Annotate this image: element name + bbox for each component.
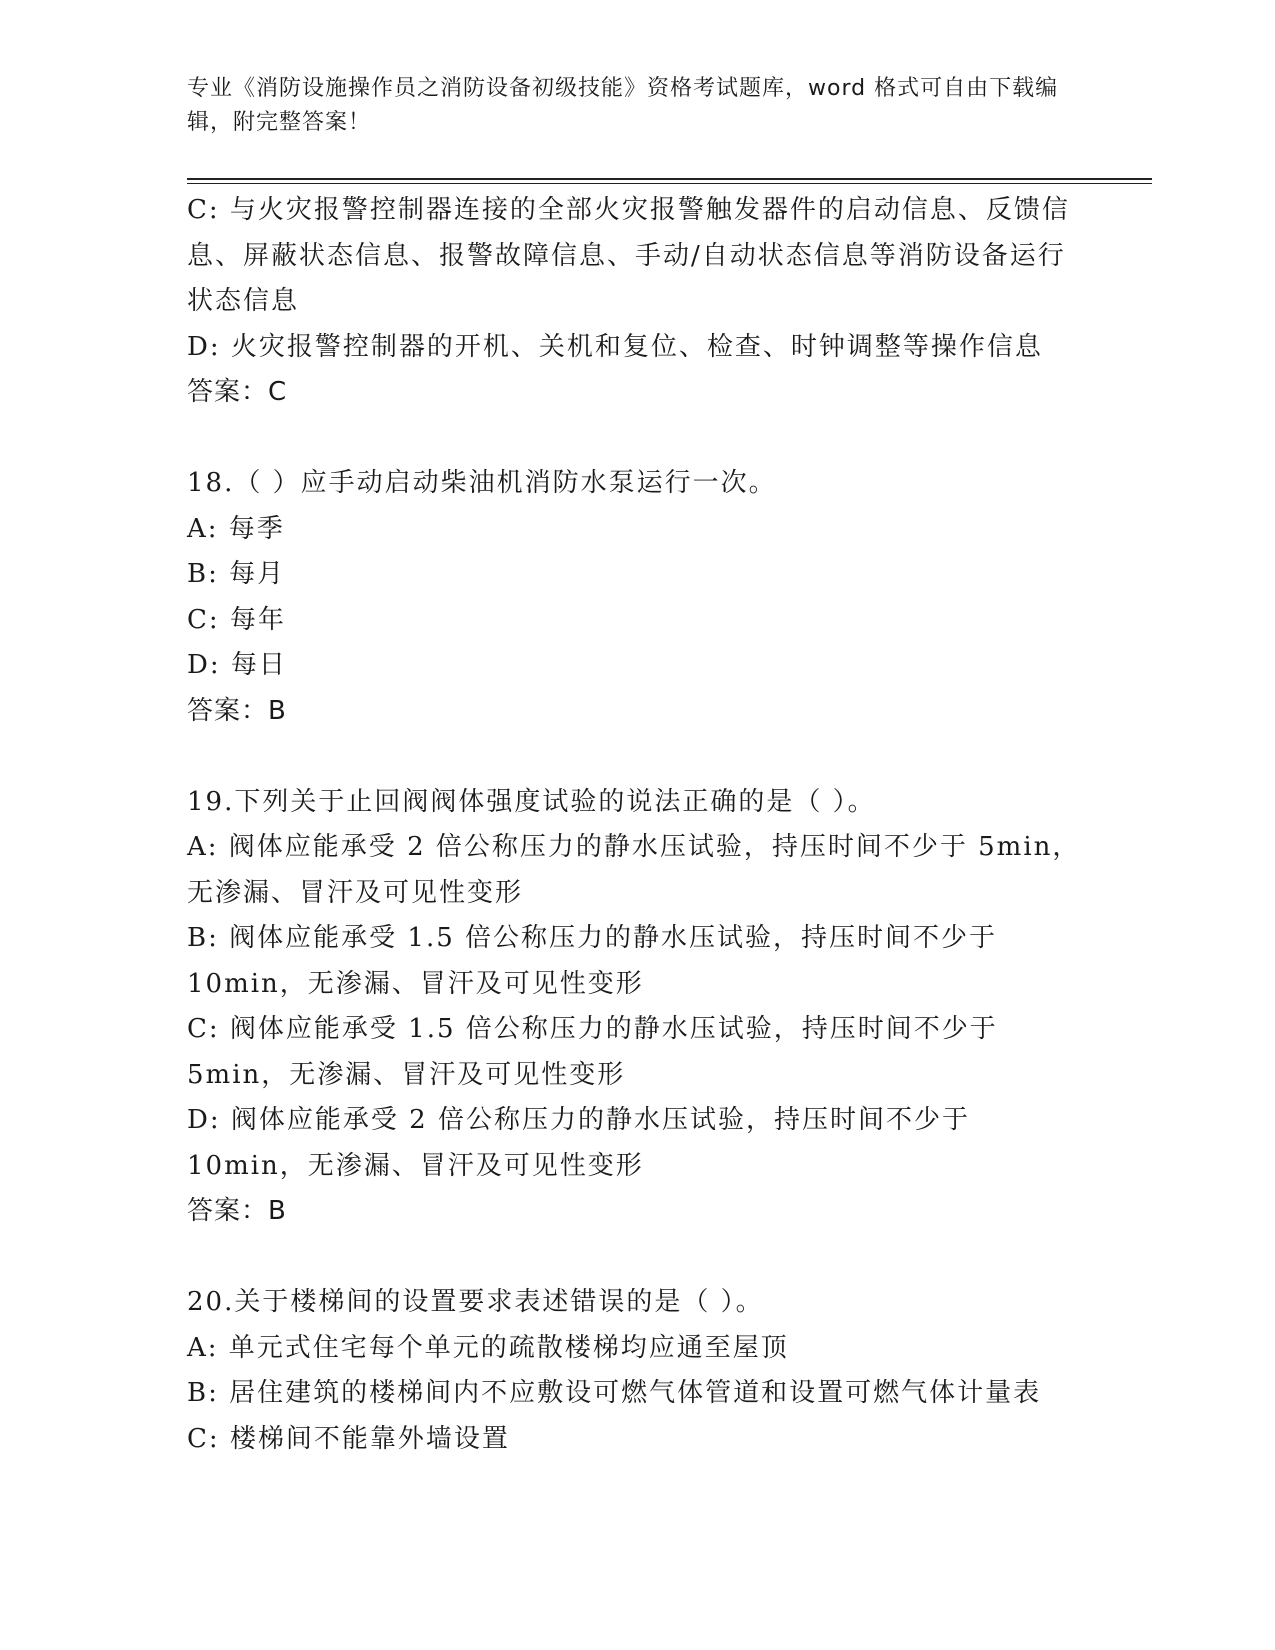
q20-option-c: C: 楼梯间不能靠外墙设置 [187,1423,510,1454]
q18-option-d: D: 每日 [187,650,287,680]
q19-stem: 19.下列关于止回阀阀体强度试验的说法正确的是（ ）。 [187,786,876,817]
q18-answer: 答案：B [187,695,287,726]
spacer [187,734,1087,780]
q19-option-c: C: 阀体应能承受 1.5 倍公称压力的静水压试验，持压时间不少于 5min，无渗漏、冒汗及可见性变形 [187,1014,998,1090]
q20-option-b: B: 居住建筑的楼梯间内不应敷设可燃气体管道和设置可燃气体计量表 [187,1378,1042,1408]
prev-option-d: D: 火灾报警控制器的开机、关机和复位、检查、时钟调整等操作信息 [187,331,1043,362]
q19-option-a: A: 阀体应能承受 2 倍公称压力的静水压试验，持压时间不少于 5min，无渗漏、冒汗及可见性变形 [187,832,1081,908]
q19-option-d: D: 阀体应能承受 2 倍公称压力的静水压试验，持压时间不少于 10min，无渗漏、冒汗及可见性变形 [187,1105,970,1181]
q18-option-c: C: 每年 [187,604,286,635]
q18-option-b: B: 每月 [187,559,286,589]
spacer [187,1235,1087,1281]
prev-option-c: C: 与火灾报警控制器连接的全部火灾报警触发器件的启动信息、反馈信息、屏蔽状态信息、报警故障信息、手动/自动状态信息等消防设备运行状态信息 [187,195,1070,316]
spacer [187,416,1087,462]
prev-answer: 答案：C [187,377,288,407]
q20-stem: 20.关于楼梯间的设置要求表述错误的是（ ）。 [187,1287,764,1317]
header-text: 专业《消防设施操作员之消防设备初级技能》资格考试题库，word 格式可自由下载编辑，附完整答案！ [187,76,1059,135]
q18-option-a: A: 每季 [187,513,285,544]
document-header [187,72,1087,140]
header-divider [187,178,1152,184]
question-content [187,188,1087,1462]
q20-option-a: A: 单元式住宅每个单元的疏散楼梯均应通至屋顶 [187,1332,789,1363]
q19-answer: 答案：B [187,1196,287,1226]
q18-stem: 18.（ ）应手动启动柴油机消防水泵运行一次。 [187,468,777,498]
q19-option-b: B: 阀体应能承受 1.5 倍公称压力的静水压试验，持压时间不少于 10min，无渗漏、冒汗及可见性变形 [187,923,998,999]
